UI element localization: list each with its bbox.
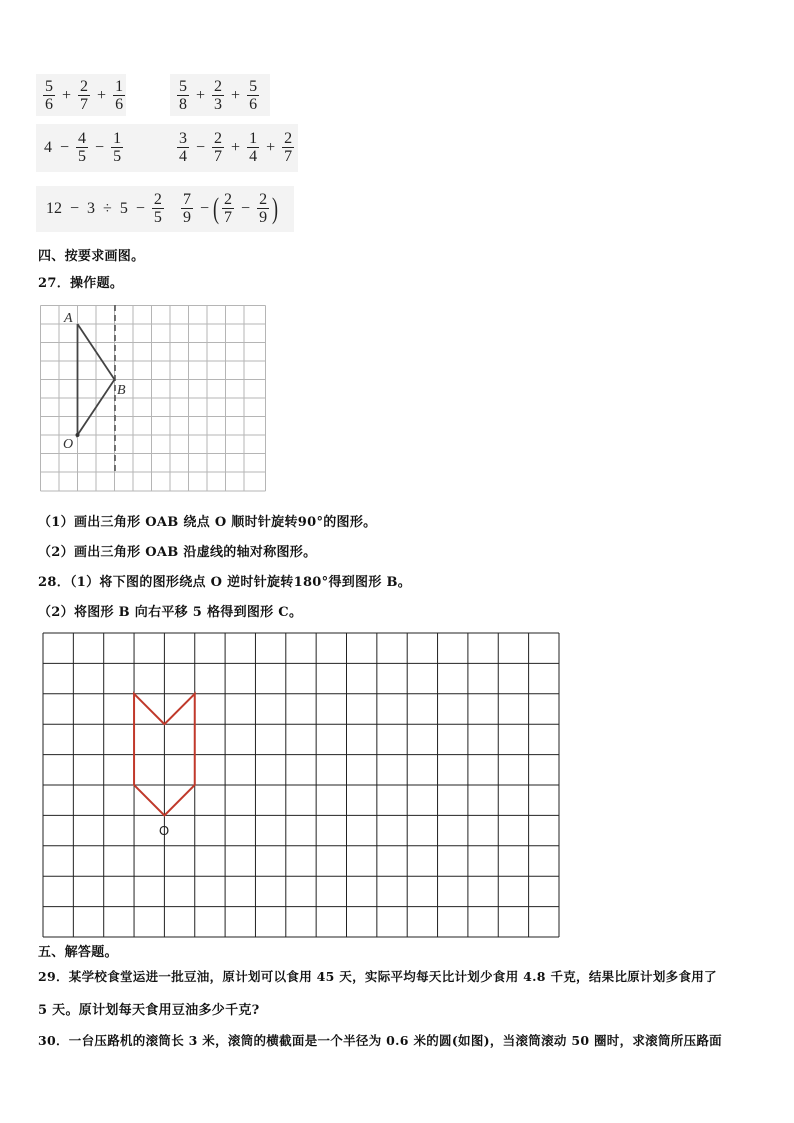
- q27-grid-lines: [41, 306, 266, 492]
- fraction: $\frac{1}{5}$: [113, 130, 122, 165]
- expression-token: 4: [44, 138, 52, 156]
- q29-line1: 29．某学校食堂运进一批豆油，原计划可以食用 45 天，实际平均每天比计划少食用 4.8 千克，结果比原计划多食用了: [38, 969, 717, 984]
- fraction: $\frac{5}{6}$: [45, 78, 53, 113]
- fraction: $\frac{2}{7}$: [224, 191, 233, 226]
- exercise-row1-left: [40, 78, 128, 113]
- q28-grid-figure: [42, 632, 560, 938]
- fraction: $\frac{2}{7}$: [80, 78, 89, 113]
- q28-task1: 28．（1）将下图的图形绕点 O 逆时针旋转180°得到图形 B。: [38, 575, 412, 590]
- expression-token: 5: [119, 199, 128, 217]
- parenthesis: ): [272, 191, 279, 225]
- expression-token: +: [97, 86, 107, 104]
- expression-token: −: [196, 138, 206, 156]
- q28-grid-lines: [43, 633, 559, 937]
- exercise-row2-right: [174, 130, 297, 165]
- fraction: $\frac{2}{7}$: [214, 130, 223, 165]
- section4-heading: 四、按要求画图。: [38, 249, 145, 264]
- section5-heading: 五、解答题。: [38, 945, 118, 960]
- fraction: $\frac{7}{9}$: [183, 191, 191, 226]
- expression-token: −: [241, 199, 251, 217]
- q27-label-a: A: [64, 311, 73, 326]
- fraction: $\frac{2}{9}$: [259, 191, 268, 226]
- expression-token: +: [231, 86, 241, 104]
- q27-grid-figure: [40, 305, 266, 492]
- q28-point-o-label: O: [159, 823, 170, 838]
- expression-token: −: [135, 199, 145, 217]
- expression-token: ÷: [103, 199, 112, 217]
- expression-token: 12: [46, 199, 62, 217]
- fraction: $\frac{1}{6}$: [115, 78, 124, 113]
- fraction: $\frac{5}{8}$: [179, 78, 187, 113]
- expression-token: +: [266, 138, 276, 156]
- exercise-row3-left: [42, 191, 167, 226]
- parenthesis: (: [213, 191, 220, 225]
- q27-task2: （2）画出三角形 OAB 沿虚线的轴对称图形。: [38, 545, 317, 560]
- q27-point-o-dot: [76, 433, 80, 437]
- q27-label-o: O: [63, 437, 74, 452]
- expression-token: +: [231, 138, 241, 156]
- expression-token: −: [70, 199, 80, 217]
- expression-token: +: [62, 86, 72, 104]
- expression-token: −: [95, 138, 105, 156]
- expression-token: −: [200, 199, 210, 217]
- fraction: $\frac{4}{5}$: [78, 130, 87, 165]
- exercise-row3-right: [178, 191, 278, 226]
- fraction: $\frac{3}{4}$: [179, 130, 187, 165]
- q28-task2: （2）将图形 B 向右平移 5 格得到图形 C。: [38, 605, 303, 620]
- q30-line1: 30．一台压路机的滚筒长 3 米，滚筒的横截面是一个半径为 0.6 米的圆(如图)，当滚筒滚动 50 圈时，求滚筒所压路面: [38, 1033, 722, 1048]
- fraction: $\frac{2}{7}$: [284, 130, 293, 165]
- fraction: $\frac{2}{5}$: [153, 191, 162, 226]
- exercise-row2-left: [40, 130, 126, 165]
- expression-token: +: [196, 86, 206, 104]
- expression-token: 3: [87, 199, 96, 217]
- q27-title: 27．操作题。: [38, 276, 124, 291]
- expression-token: −: [60, 138, 70, 156]
- q27-task1: （1）画出三角形 OAB 绕点 O 顺时针旋转90°的图形。: [38, 515, 377, 530]
- exercise-row1-right: [174, 78, 262, 113]
- fraction: $\frac{5}{6}$: [249, 78, 258, 113]
- q29-line2: 5 天。原计划每天食用豆油多少千克?: [38, 1003, 260, 1018]
- fraction: $\frac{1}{4}$: [249, 130, 258, 165]
- q27-label-b: B: [117, 383, 126, 398]
- fraction: $\frac{2}{3}$: [214, 78, 223, 113]
